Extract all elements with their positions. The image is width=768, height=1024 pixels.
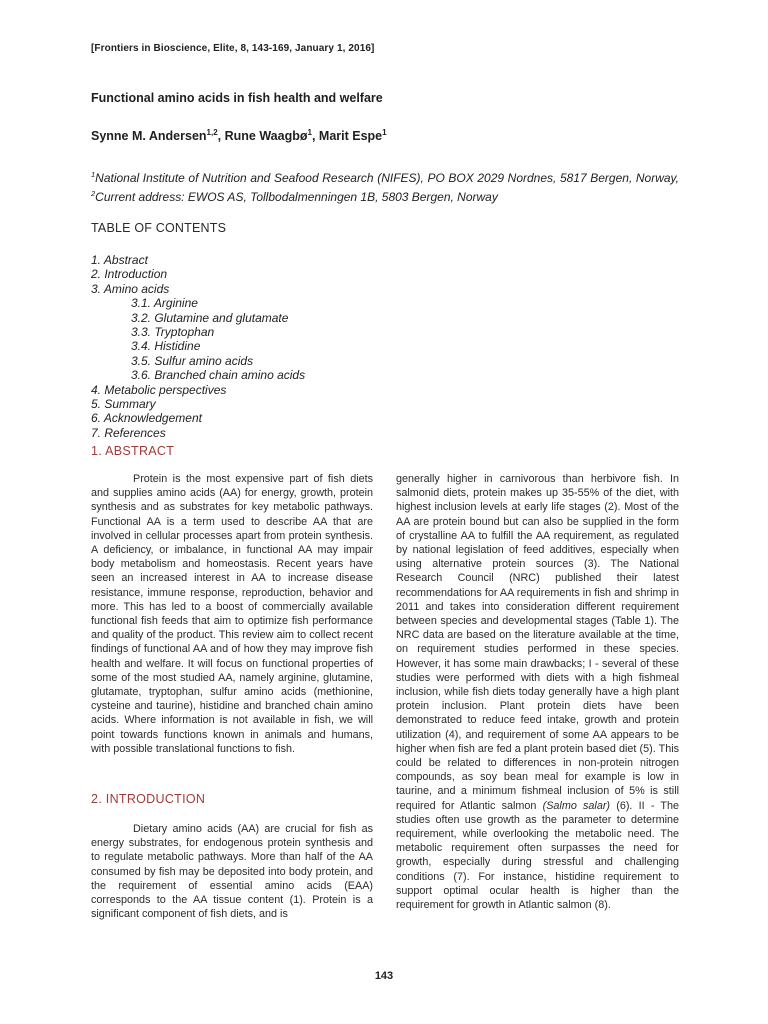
toc-item: 1. Abstract	[91, 253, 148, 267]
author-affiliation-marker: 1	[382, 128, 387, 137]
abstract-body	[91, 472, 373, 756]
introduction-heading: 2. INTRODUCTION	[91, 792, 206, 806]
toc-heading: TABLE OF CONTENTS	[91, 221, 227, 235]
affiliation-2: Current address: EWOS AS, Tollbodalmenningen 1B, 5803 Bergen, Norway	[95, 190, 498, 204]
toc-item: 3. Amino acids	[91, 281, 170, 296]
toc-item: 7. References	[91, 425, 166, 440]
abstract-paragraph: Protein is the most expensive part of fish diets and supplies amino acids (AA) for energy, growth, protein synthesis and as substrates for key metabolic pathways. Functional AA is a term used to describe AA that are involved in cellular processes apart from protein synthesis. A deficiency, or imbalance, in functional AA may impair body metabolism and homeostasis. Recent years have seen an increased interest in AA to increase disease resistance, immune response, reproduction, behavior and more. This has led to a boost of commercially available functional fish feeds that aim to optimize fish performance and quality of the product. This review aim to collect recent findings of functional AA and of how they may improve fish health and welfare. It will focus on functional properties of some of the most studied AA, namely arginine, glutamine, glutamate, tryptophan, sulfur amino acids (methionine, cysteine and taurine), histidine and branched chain amino acids. Where information is not available in fish, we will point towards functions known in animals and humans, with possible translational functions to fish.	[91, 473, 373, 755]
right-column-paragraph	[396, 472, 679, 912]
introduction-body	[91, 822, 373, 921]
toc-item: 3.4. Histidine	[131, 339, 201, 354]
toc-item: 3.1. Arginine	[131, 296, 198, 311]
author-list: Synne M. Andersen$^{1,2}$, Rune Waagbø$^1$, Marit Espe$^1$	[91, 128, 387, 143]
right-column-text-1: generally higher in carnivorous than herbivore fish. In salmonid diets, protein makes up 35-55% of the diet, with highest inclusion levels at early life stages (2). Most of the AA are protein bound but can also be supplied in the form of crystalline AA to fulfill the AA requirement, as regulated by national legislation of feed additives, especially when using alternative protein sources (3). The National Research Council (NRC) published their latest recommendations for AA requirements in fish and shrimp in 2011 and takes into consideration different requirement between species and developmental stages (Table 1). The NRC data are based on the literature available at the time, on requirement studies performed in these species. However, it has some main drawbacks; I - several of these studies were performed with diets with a high fishmeal inclusion, while fish diets today generally have a high plant protein inclusion. Plant protein diets have been demonstrated to reduce feed intake, growth and protein utilization (4), and requirement of some AA appears to be higher when fish are fed a plant protein based diet (5). This could be related to differences in non-protein nitrogen compounds, as soy bean meal for example is low in taurine, and a minimum fishmeal inclusion of 5% is still required for Atlantic salmon	[396, 473, 679, 812]
author-name: Marit Espe	[318, 129, 383, 143]
author-name: Synne M. Andersen	[91, 129, 207, 143]
author-affiliation-marker: 1,2	[206, 128, 218, 137]
page-number: 143	[374, 970, 394, 982]
toc-item: 5. Summary	[91, 397, 156, 412]
journal-reference: [Frontiers in Bioscience, Elite, 8, 143-169, January 1, 2016]	[91, 43, 375, 54]
species-name: (Salmo salar)	[542, 799, 611, 812]
abstract-heading: 1. ABSTRACT	[91, 444, 175, 458]
toc-item: 3.2. Glutamine and glutamate	[131, 310, 289, 325]
author-affiliation-marker: 1	[307, 128, 312, 137]
toc-item: 3.3. Tryptophan	[131, 325, 215, 340]
toc-item: 4. Metabolic perspectives	[91, 382, 227, 397]
right-column-body	[396, 472, 679, 912]
toc-item: 6. Acknowledgement	[91, 411, 202, 426]
right-column-text-2: (6). II - The studies often use growth as the parameter to determine requirement, while overlooking the metabolic need. The metabolic requirement often surpasses the need for growth, especially during stressful and challenging conditions (7). For instance, histidine requirement to support optimal ocular health is higher than the requirement for growth in Atlantic salmon (8).	[396, 799, 680, 912]
affiliation-marker: 1	[91, 170, 96, 179]
paper-title: Functional amino acids in fish health and welfare	[91, 91, 383, 105]
toc-item: 3.5. Sulfur amino acids	[131, 353, 254, 368]
author-name: Rune Waagbø	[224, 129, 308, 143]
affiliation-1: National Institute of Nutrition and Seafood Research (NIFES), PO BOX 2029 Nordnes, 5817 Bergen, Norway,	[95, 171, 679, 185]
toc-item: 3.6. Branched chain amino acids	[131, 368, 306, 383]
toc-item: 2. Introduction	[91, 267, 168, 282]
table-of-contents	[91, 253, 305, 440]
affiliations	[91, 167, 679, 205]
introduction-paragraph: Dietary amino acids (AA) are crucial for fish as energy substrates, for endogenous protein synthesis and to regulate metabolic pathways. More than half of the AA consumed by fish may be deposited into body protein, and the requirement of essential amino acids (EAA) corresponds to the AA tissue content (1). Protein is a significant component of fish diets, and is	[91, 823, 373, 921]
affiliation-marker: 2	[91, 189, 96, 198]
